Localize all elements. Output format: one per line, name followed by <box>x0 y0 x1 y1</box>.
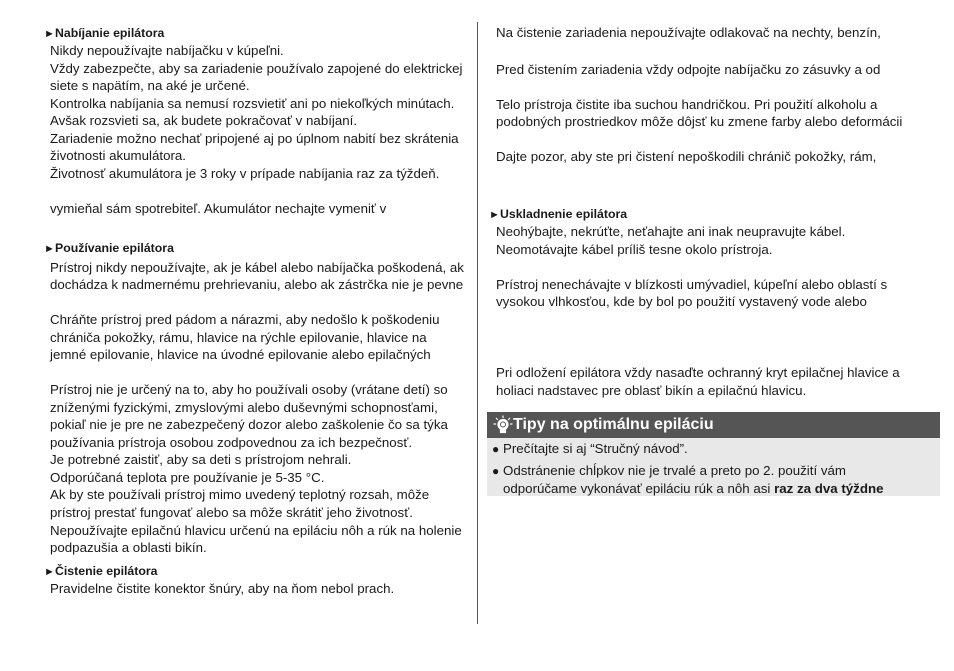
column-divider <box>477 22 478 624</box>
using-line: Nepoužívajte epilačnú hlavicu určenú na epiláciu nôh a rúk na holenie <box>50 523 462 538</box>
arrow-icon: ► <box>44 28 55 40</box>
charging-line: siete s napätím, na aké je určené. <box>50 78 250 93</box>
storage-line: holiaci nadstavec pre oblasť bikín a epilačnú hlavicu. <box>496 383 807 398</box>
using-line: zníženými fyzickými, zmyslovými alebo duševnými schopnosťami, <box>50 400 438 415</box>
charging-line: Vždy zabezpečte, aby sa zariadenie používalo zapojené do elektrickej <box>50 61 463 76</box>
using-heading: ►Používanie epilátora <box>44 240 174 258</box>
using-line: Je potrebné zaistiť, aby sa deti s prístrojom nehrali. <box>50 452 352 467</box>
using-line: Prístroj nie je určený na to, aby ho používali osoby (vrátane detí) so <box>50 382 448 397</box>
using-line: chrániča pokožky, rámu, hlavice na rýchle epilovanie, hlavice na <box>50 330 427 345</box>
arrow-icon: ► <box>44 243 55 255</box>
tips-header <box>487 412 940 438</box>
charging-line: Nikdy nepoužívajte nabíjačku v kúpeľni. <box>50 43 284 58</box>
using-line: prístroj prestať fungovať alebo sa môže skrátiť jeho životnosť. <box>50 505 413 520</box>
right-cleaning-line: podobných prostriedkov môže dôjsť ku zmene farby alebo deformácii <box>496 114 903 129</box>
charging-line: Avšak rozsvieti sa, ak budete pokračovať v nabíjaní. <box>50 113 358 128</box>
charging-line: životnosti akumulátora. <box>50 148 186 163</box>
storage-line: vysokou vlhkosťou, kde by bol po použití vystavený vode alebo <box>496 294 867 309</box>
bullet-icon: ● <box>492 442 500 456</box>
storage-line: Prístroj nenechávajte v blízkosti umývadiel, kúpeľní alebo oblastí s <box>496 277 888 292</box>
using-line: Prístroj nikdy nepoužívajte, ak je kábel alebo nabíjačka poškodená, ak <box>50 260 464 275</box>
charging-heading: ►Nabíjanie epilátora <box>44 25 164 43</box>
cleaning-heading: ►Čistenie epilátora <box>44 563 158 581</box>
using-line: pokiaľ nie je pre ne zabezpečený dozor alebo zaškolenie čo sa týka <box>50 417 448 432</box>
tips-item-continuation: odporúčame vykonávať epiláciu rúk a nôh asi raz za dva týždne <box>503 481 884 496</box>
using-line: podpazušia a oblasti bikín. <box>50 540 207 555</box>
using-line: Chráňte prístroj pred pádom a nárazmi, aby nedošlo k poškodeniu <box>50 312 440 327</box>
using-line: používania prístroja osobou zodpovednou za ich bezpečnosť. <box>50 435 413 450</box>
arrow-icon: ► <box>44 566 55 578</box>
charging-line: Zariadenie možno nechať pripojené aj po úplnom nabití bez skrátenia <box>50 131 459 146</box>
right-cleaning-line: Telo prístroja čistite iba suchou handričkou. Pri použití alkoholu a <box>496 97 878 112</box>
using-line: Odporúčaná teplota pre používanie je 5-35 °C. <box>50 470 325 485</box>
lightbulb-icon <box>493 415 513 435</box>
tips-title: Tipy na optimálnu epiláciu <box>513 416 714 433</box>
tips-item: ● Prečítajte si aj “Stručný návod”. <box>492 441 688 456</box>
right-cleaning-line: Dajte pozor, aby ste pri čistení nepoškodili chránič pokožky, rám, <box>496 149 877 164</box>
tips-emphasis: raz za dva týždne <box>774 481 884 496</box>
arrow-icon: ► <box>489 209 500 221</box>
charging-line: vymieňal sám spotrebiteľ. Akumulátor nechajte vymeniť v <box>50 201 387 216</box>
charging-line: Životnosť akumulátora je 3 roky v prípade nabíjania raz za týždeň. <box>50 166 440 181</box>
storage-line: Neomotávajte kábel príliš tesne okolo prístroja. <box>496 242 773 257</box>
storage-line: Pri odložení epilátora vždy nasaďte ochranný kryt epilačnej hlavice a <box>496 365 900 380</box>
bullet-icon: ● <box>492 464 500 478</box>
storage-heading: ►Uskladnenie epilátora <box>489 206 627 224</box>
charging-line: Kontrolka nabíjania sa nemusí rozsvietiť ani po niekoľkých minútach. <box>50 96 455 111</box>
using-line: dochádza k nadmernému prehrievaniu, alebo ak zástrčka nie je pevne <box>50 277 464 292</box>
tips-item: ● Odstránenie chĺpkov nie je trvalé a preto po 2. použití vám <box>492 463 846 478</box>
cleaning-line: Pravidelne čistite konektor šnúry, aby na ňom nebol prach. <box>50 581 395 596</box>
storage-line: Neohýbajte, nekrúťte, neťahajte ani inak neupravujte kábel. <box>496 224 846 239</box>
using-line: Ak by ste používali prístroj mimo uvedený teplotný rozsah, môže <box>50 487 430 502</box>
right-cleaning-line: Na čistenie zariadenia nepoužívajte odlakovač na nechty, benzín, <box>496 25 881 40</box>
right-cleaning-line: Pred čistením zariadenia vždy odpojte nabíjačku zo zásuvky a od <box>496 62 881 77</box>
using-line: jemné epilovanie, hlavice na úvodné epilovanie alebo epilačných <box>50 347 431 362</box>
